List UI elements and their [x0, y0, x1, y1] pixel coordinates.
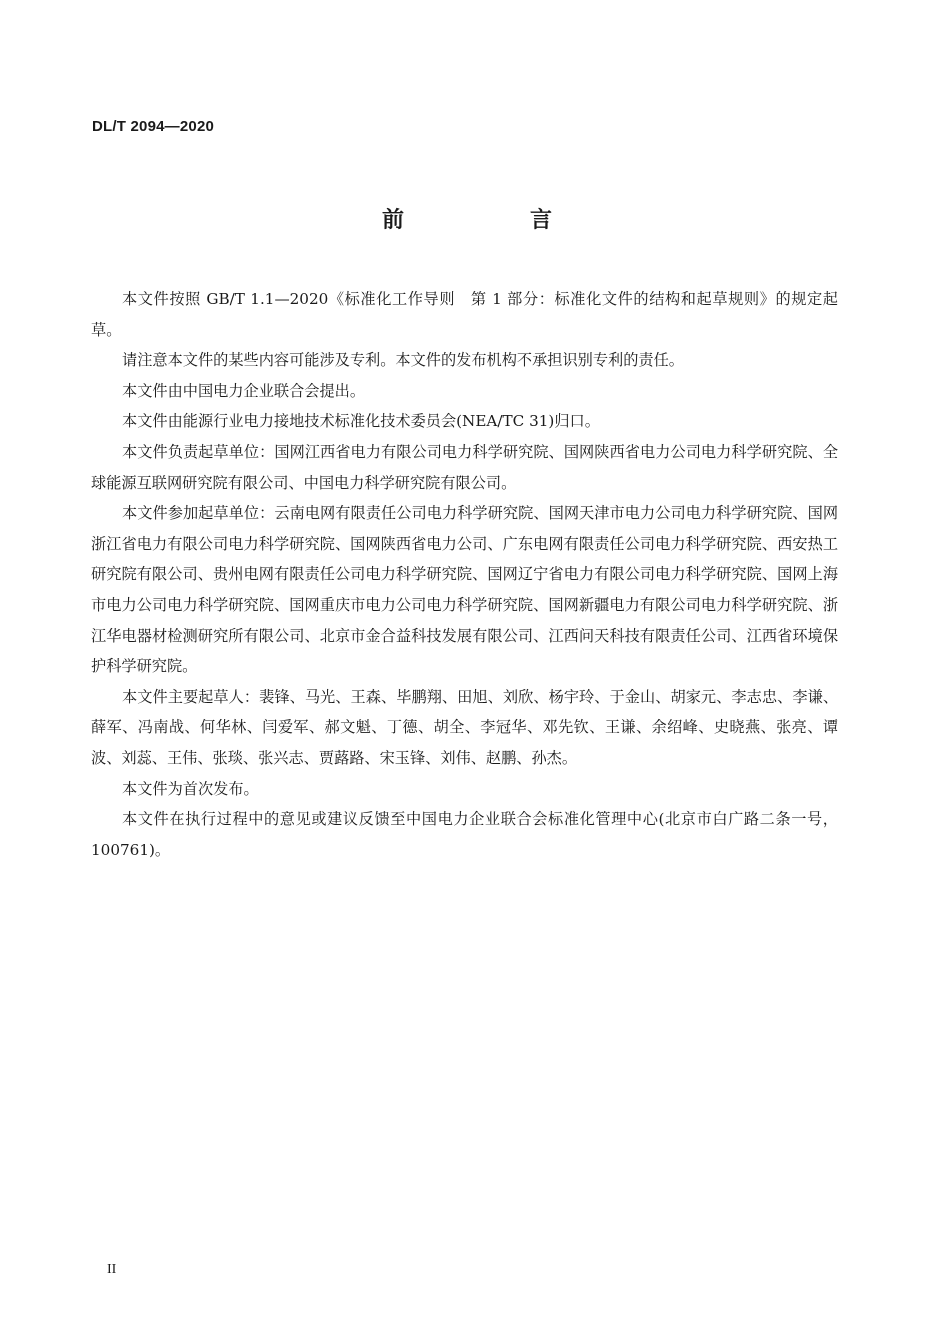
paragraph-patent-notice: 请注意本文件的某些内容可能涉及专利。本文件的发布机构不承担识别专利的责任。	[122, 351, 684, 370]
paragraph-lead-drafters: 本文件负责起草单位：国网江西省电力有限公司电力科学研究院、国网陕西省电力公司电力科学研究院、全球能源互联网研究院有限公司、中国电力科学研究院有限公司。	[91, 442, 838, 492]
paragraph-proposer: 本文件由中国电力企业联合会提出。	[122, 381, 365, 400]
paragraph-administrator: 本文件由能源行业电力接地技术标准化技术委员会(NEA/TC 31)归口。	[122, 412, 600, 431]
standard-code: DL/T 2094—2020	[92, 118, 215, 135]
paragraph-feedback: 本文件在执行过程中的意见或建议反馈至中国电力企业联合会标准化管理中心(北京市白广路二条一号，100761)。	[91, 810, 838, 859]
page-title: 前 言	[381, 208, 604, 233]
foreword-body	[91, 284, 838, 865]
paragraph-participating-drafters: 本文件参加起草单位：云南电网有限责任公司电力科学研究院、国网天津市电力公司电力科学研究院、国网浙江省电力有限公司电力科学研究院、国网陕西省电力公司、广东电网有限责任公司电力科学研究院、西安热工研究院有限公司、贵州电网有限责任公司电力科学研究院、国网辽宁省电力有限公司电力科学研究院、国网上海市电力公司电力科学研究院、国网重庆市电力公司电力科学研究院、国网新疆电力有限公司电力科学研究院、浙江华电器材检测研究所有限公司、北京市金合益科技发展有限公司、江西问天科技有限责任公司、江西省环境保护科学研究院。	[91, 504, 838, 676]
paragraph-drafting-rules: 本文件按照 GB/T 1.1—2020《标准化工作导则 第 1 部分：标准化文件的结构和起草规则》的规定起草。	[91, 290, 838, 339]
paragraph-main-authors: 本文件主要起草人：裴锋、马光、王森、毕鹏翔、田旭、刘欣、杨宇玲、于金山、胡家元、李志忠、李谦、薛军、冯南战、何华林、闫爱军、郝文魁、丁德、胡全、李冠华、邓先钦、王谦、余绍峰、史晓燕、张亮、谭波、刘蕊、王伟、张琰、张兴志、贾蕗路、宋玉锋、刘伟、赵鹏、孙杰。	[91, 687, 838, 767]
paragraph-first-release: 本文件为首次发布。	[122, 779, 259, 798]
page-number: II	[107, 1262, 117, 1277]
